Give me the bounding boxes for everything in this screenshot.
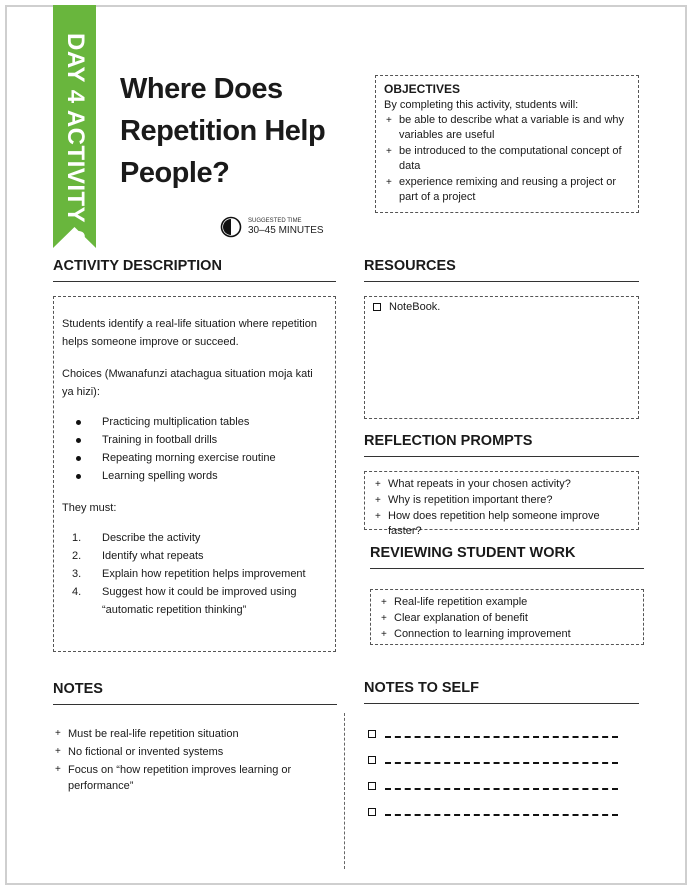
checkbox-icon[interactable] [368,756,376,764]
resources-heading: RESOURCES [364,258,639,282]
suggested-time-value: 30–45 MINUTES [248,224,324,236]
step-item [62,529,327,547]
step-text: Identify what repeats [102,550,204,562]
choice-item: Training in football drills [62,431,327,449]
write-in-line[interactable] [385,730,618,738]
step-number: 4. [72,586,82,598]
activity-intro: Students identify a real-life situation where repetition helps someone improve or succeed. [62,318,317,348]
notes-to-self-heading: NOTES TO SELF [364,680,639,704]
reflection-item: + How does repetition help someone improve faster? [373,509,630,539]
checkbox-icon[interactable] [373,303,381,311]
write-in-line[interactable] [385,808,618,816]
suggested-time [220,216,324,238]
resources-box [364,296,639,419]
checkbox-icon[interactable] [368,730,376,738]
step-text: Explain how repetition helps improvement [102,568,306,580]
note-item: + No fictional or invented systems [53,744,323,760]
write-in-line[interactable] [385,756,618,764]
step-text: Describe the activity [102,532,201,544]
banner-label: DAY 4 ACTIVITY 04 [62,33,89,258]
notes-to-self-line [368,808,618,816]
objective-item: + be able to describe what a variable is and why variables are useful [384,113,630,143]
resource-item-label: NoteBook. [389,301,441,313]
reviewing-item: + Clear explanation of benefit [379,611,635,626]
objectives-heading: OBJECTIVES [384,82,461,96]
page-title: Where Does Repetition Help People? [120,73,326,189]
day-activity-banner [53,5,96,258]
notes-to-self-line [368,756,618,764]
reflection-item: + Why is repetition important there? [373,493,630,508]
reflection-prompts-heading: REFLECTION PROMPTS [364,433,639,457]
notes-to-self-line [368,782,618,790]
activity-must-label: They must: [62,502,117,514]
choice-item: Repeating morning exercise routine [62,449,327,467]
reflection-item: + What repeats in your chosen activity? [373,477,630,492]
objectives-box [375,75,639,213]
notes-list [53,726,323,796]
checkbox-icon[interactable] [368,808,376,816]
choice-item: Practicing multiplication tables [62,413,327,431]
step-item [62,565,327,583]
choice-item: Learning spelling words [62,467,327,485]
step-number: 3. [72,568,82,580]
step-item [62,547,327,565]
step-number: 1. [72,532,82,544]
reflection-prompts-box [364,471,639,537]
clock-half-icon [220,216,242,238]
activity-description-heading: ACTIVITY DESCRIPTION [53,258,336,282]
activity-choices-label: Choices (Mwanafunzi atachagua situation moja kati ya hizi): [62,368,313,398]
note-item: + Focus on “how repetition improves learning or performance” [53,762,323,794]
step-number: 2. [72,550,82,562]
checkbox-icon[interactable] [368,782,376,790]
reviewing-student-work-box [370,589,644,645]
step-item [62,583,327,619]
notes-heading: NOTES [53,681,337,705]
suggested-time-caption: SUGGESTED TIME [248,217,302,224]
notes-divider [344,713,345,869]
step-text: Suggest how it could be improved using “automatic repetition thinking” [102,586,297,616]
objective-item: + experience remixing and reusing a project or part of a project [384,175,630,205]
reviewing-item: + Real-life repetition example [379,595,635,610]
objective-item: + be introduced to the computational concept of data [384,144,630,174]
write-in-line[interactable] [385,782,618,790]
reviewing-item: + Connection to learning improvement [379,627,635,642]
note-item: + Must be real-life repetition situation [53,726,323,742]
activity-description-box [53,296,336,652]
resource-item [373,301,630,313]
notes-to-self-line [368,730,618,738]
objectives-intro: By completing this activity, students will: [384,99,579,111]
reviewing-student-work-heading: REVIEWING STUDENT WORK [370,545,644,569]
